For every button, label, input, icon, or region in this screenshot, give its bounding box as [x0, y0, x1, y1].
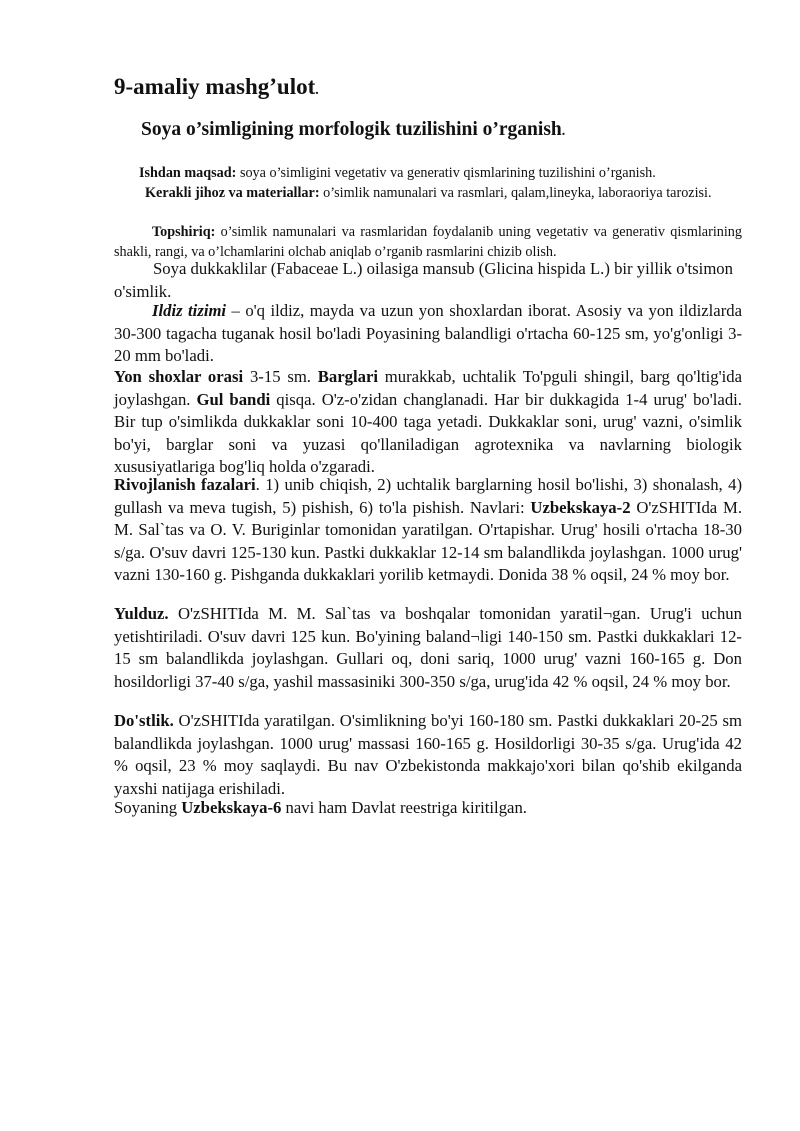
page-title-dot: . [315, 83, 319, 98]
page-subtitle-dot: . [561, 124, 566, 139]
final-text: navi ham Davlat reestriga kiritilgan. [281, 798, 527, 817]
phases-paragraph [114, 474, 742, 587]
task-paragraph [114, 222, 742, 262]
equipment-paragraph [114, 183, 742, 203]
branches-paragraph [114, 366, 742, 479]
dostlik-paragraph [114, 710, 742, 800]
roots-paragraph [114, 300, 742, 368]
goal-label: Ishdan maqsad: [139, 165, 237, 181]
phases-label: Rivojlanish fazalari [114, 475, 256, 494]
phases-text-2: O'zSHITIda M. M. Sal`tas va O. V. Buriginlar tomonidan yaratilgan. O'rtapishar. Urug' hosili o'rtacha 18-30 s/ga. O'suv davri 125-130 kun. Pastki dukkaklar 12-14 sm balandlikda joylashgan. 1000 urug' vazni 130-160 g. Pishganda dukkaklari yorilib ketmaydi. Donida 38 % oqsil, 24 % moy bor. [114, 497, 742, 585]
yulduz-label: Yulduz. [114, 604, 169, 623]
task-label: Topshiriq: [152, 224, 216, 240]
page-title [114, 74, 319, 100]
yulduz-text: O'zSHITIda M. M. Sal`tas va boshqalar tomonidan yaratil¬gan. Urug'i uchun yetishtiriladi. O'suv davri 125 kun. Bo'yining baland¬ligi 140-150 sm. Pastki dukkaklari 12-15 sm balandlikda joylashgan. Gullari oq, doni sariq, 1000 urug' vazni 160-165 g. Don hosildorligi 37-40 s/ga, yashil massasiniki 300-350 s/ga, urug'ida 42 % oqsil, 24 % moy bor. [114, 604, 742, 691]
branches-label-2: Barglari [317, 367, 378, 386]
branches-text-2: murakkab, uchtalik To'pguli shingil, barg qo'ltig'ida joylashgan. [114, 367, 743, 409]
dostlik-text: O'zSHITIda yaratilgan. O'simlikning bo'yi 160-180 sm. Pastki dukkaklari 20-25 sm balandlikda joylashgan. 1000 urug' massasi 160-165 g. Hosildorligi 30-35 s/ga. Urug'ida 42 % oqsil, 23 % moy saqlaydi. Bu nav O'zbekistonda makkajo'xori bilan qo'shib ekilganda yaxshi natijaga erishiladi. [114, 711, 742, 798]
page-title-text: 9-amaliy mashg’ulot [114, 74, 316, 99]
page-subtitle [141, 119, 565, 141]
page-subtitle-text: Soya o’simligining morfologik tuzilishini o’rganish [141, 119, 562, 140]
branches-text-1: 3-15 sm. [243, 367, 318, 386]
roots-label: Ildiz tizimi [152, 301, 227, 320]
final-label: Uzbekskaya-6 [181, 798, 282, 817]
branches-label-1: Yon shoxlar orasi [114, 367, 244, 386]
final-pre: Soyaning [114, 798, 182, 817]
branches-label-3: Gul bandi [196, 389, 271, 409]
task-text: o’simlik namunalari va rasmlaridan foydalanib uning vegetativ va generativ qismlarining shakli, rangi, va o’lchamlarini olchab aniqlab o’rganib rasmlarini chizib olish. [114, 224, 742, 260]
final-paragraph [114, 797, 742, 820]
goal-paragraph [114, 163, 742, 183]
phases-text: . 1) unib chiqish, 2) uchtalik barglarning hosil bo'lishi, 3) shonalash, 4) gullash va meva tugish, 5) pishish, 6) to'la pishish. Navlari: [114, 475, 742, 517]
roots-text: – o'q ildiz, mayda va uzun yon shoxlardan iborat. Asosiy va yon ildizlarda 30-300 tagacha tuganak hosil bo'ladi Poyasining balandligi o'rtacha 60-125 sm, yo'g'onligi 3-20 mm bo'ladi. [114, 301, 743, 366]
equipment-label: Kerakli jihoz va materiallar: [145, 185, 320, 201]
goal-text: soya o’simligini vegetativ va generativ qismlarining tuzilishini o’rganish. [236, 165, 656, 181]
branches-text-3: qisqa. O'z-o'zidan changlanadi. Har bir dukkagida 1-4 urug' bo'ladi. Bir tup o'simlikda dukkaklar soni 10-400 taga yetadi. Dukkaklar soni, urug' vazni, o'simlik bo'yi, barglar soni va yuzasi qo'llaniladigan agrotexnika va navlarning biologik xususiyatlariga bog'liq holda o'zgaradi. [114, 389, 742, 477]
yulduz-paragraph [114, 603, 742, 693]
intro-paragraph: Soya dukkaklilar (Fabaceae L.) oilasiga mansub (Glicina hispida L.) bir yillik o'tsimon o'simlik. [114, 259, 733, 301]
equipment-text: o’simlik namunalari va rasmlari, qalam,lineyka, laboraoriya tarozisi. [319, 185, 712, 201]
dostlik-label: Do'stlik. [114, 711, 174, 730]
phases-variety: Uzbekskaya-2 [530, 497, 631, 517]
